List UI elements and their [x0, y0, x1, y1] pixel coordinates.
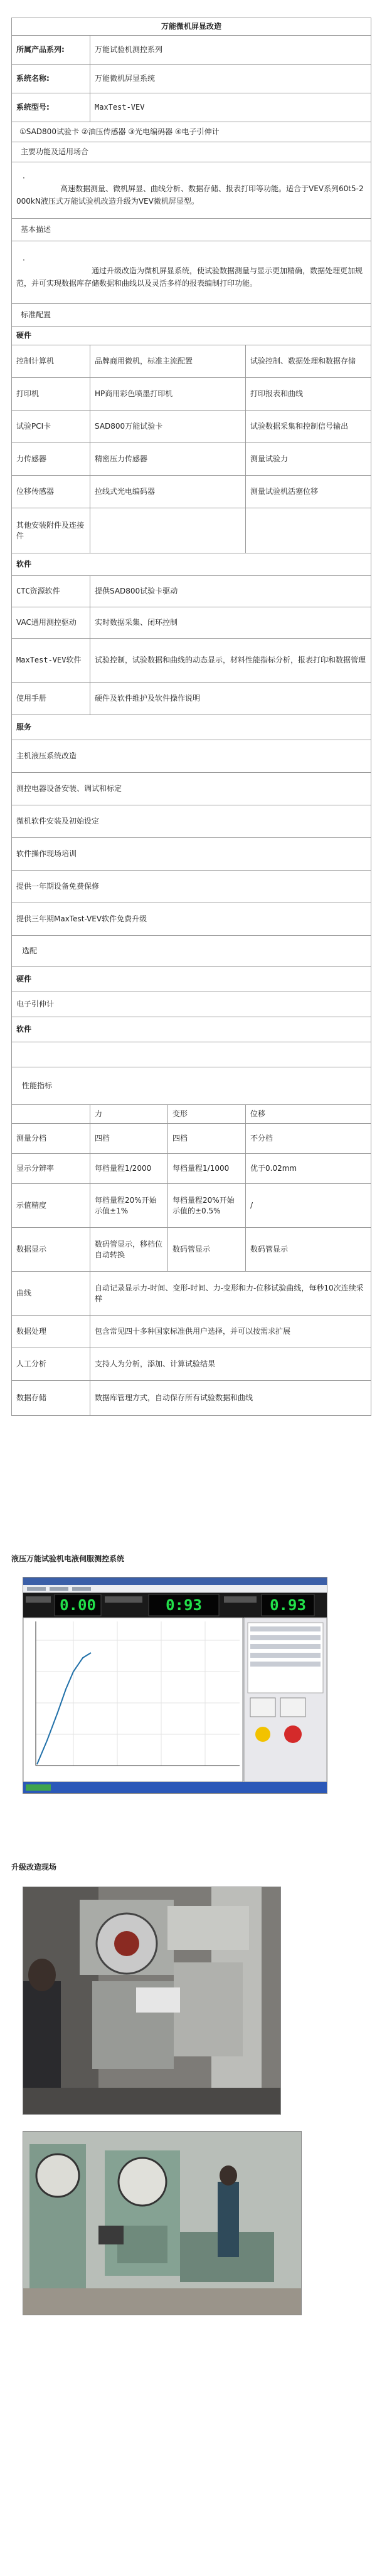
hw-use: 测量试验机活塞位移	[246, 476, 371, 508]
basic-label: 基本描述	[12, 219, 371, 241]
perf-head-deform: 变形	[168, 1105, 246, 1124]
info-label: 系统型号:	[12, 93, 90, 122]
std-label: 标准配置	[12, 304, 371, 327]
perf-head-force: 力	[90, 1105, 168, 1124]
perf-key: 数据存储	[12, 1381, 90, 1416]
basic-paragraph: 通过升级改造为微机屏显系统，使试验数据测量与显示更加精确，数据处理更加规范，并可实现数据库存储数据和曲线以及灵活多样的报表编制打印功能。	[16, 266, 363, 288]
opt-sw-label: 软件	[12, 1017, 371, 1042]
lcd-readout-right: 0.93	[270, 1596, 306, 1614]
sw-desc: 硬件及软件维护及软件操作说明	[90, 683, 371, 715]
opt-label: 选配	[12, 936, 371, 967]
intro-dot: ·	[23, 173, 25, 182]
info-label: 系统名称:	[12, 65, 90, 93]
hw-spec: HP商用彩色喷墨打印机	[90, 378, 246, 411]
perf-value: 自动记录显示力-时间、变形-时间、力-变形和力-位移试验曲线，每秒10次连续采样	[90, 1272, 371, 1316]
perf-value: 包含常见四十多种国家标准供用户选择，并可以按需求扩展	[90, 1316, 371, 1348]
sw-name: 使用手册	[12, 683, 90, 715]
info-value: MaxTest-VEV	[90, 93, 371, 122]
svc-label: 服务	[12, 715, 371, 740]
main-func-label: 主要功能及适用场合	[12, 142, 371, 162]
info-value: 万能微机屏显系统	[90, 65, 371, 93]
perf-disp: 优于0.02mm	[246, 1154, 371, 1184]
perf-key: 曲线	[12, 1272, 90, 1316]
perf-disp: /	[246, 1184, 371, 1228]
opt-sw-empty	[12, 1042, 371, 1067]
hw-use: 试验数据采集和控制信号输出	[246, 411, 371, 443]
info-value: 万能试验机测控系列	[90, 36, 371, 65]
perf-key: 数据处理	[12, 1316, 90, 1348]
perf-label: 性能指标	[12, 1067, 371, 1105]
hw-spec: SAD800万能试验卡	[90, 411, 246, 443]
spec-table	[11, 18, 371, 1416]
perf-disp: 数码管显示	[246, 1228, 371, 1272]
svc-item: 提供一年期设备免费保修	[12, 871, 371, 903]
perf-disp: 不分档	[246, 1124, 371, 1154]
sw-desc: 提供SAD800试验卡驱动	[90, 576, 371, 607]
site-photo-2	[23, 2131, 302, 2315]
sw-name: MaxTest-VEV软件	[12, 639, 90, 683]
intro-cell	[12, 162, 371, 219]
perf-deform: 每档量程20%开始示值的±0.5%	[168, 1184, 246, 1228]
perf-force: 四档	[90, 1124, 168, 1154]
svc-item: 提供三年期MaxTest-VEV软件免费升级	[12, 903, 371, 936]
sw-label: 软件	[12, 553, 371, 576]
perf-key: 测量分档	[12, 1124, 90, 1154]
perf-value: 支持人为分析，添加、计算试验结果	[90, 1348, 371, 1381]
svc-item: 软件操作现场培训	[12, 838, 371, 871]
sw-name: CTC资源软件	[12, 576, 90, 607]
site-photo-1-drawing	[23, 1887, 280, 2114]
parts-line: ①SAD800试验卡 ②油压传感器 ③光电编码器 ④电子引伸计	[12, 122, 371, 142]
svc-item: 微机软件安装及初始设定	[12, 805, 371, 838]
software-screenshot	[23, 1577, 327, 1794]
basic-cell	[12, 241, 371, 304]
svc-item: 测控电器设备安装、调试和标定	[12, 773, 371, 805]
lcd-readout-left: 0.00	[60, 1596, 96, 1614]
perf-force: 每档量程20%开始示值±1%	[90, 1184, 168, 1228]
info-label: 所属产品系列:	[12, 36, 90, 65]
hw-name: 打印机	[12, 378, 90, 411]
perf-head-blank	[12, 1105, 90, 1124]
hw-name: 控制计算机	[12, 345, 90, 378]
perf-key: 显示分辨率	[12, 1154, 90, 1184]
perf-value: 数据库管理方式，自动保存所有试验数据和曲线	[90, 1381, 371, 1416]
sw-desc: 实时数据采集、闭环控制	[90, 607, 371, 639]
opt-hw-label: 硬件	[12, 967, 371, 992]
hw-spec	[90, 508, 246, 553]
hw-name: 其他安装附件及连接件	[12, 508, 90, 553]
perf-deform: 数码管显示	[168, 1228, 246, 1272]
page-title: 万能微机屏显改造	[12, 18, 371, 36]
perf-key: 数据显示	[12, 1228, 90, 1272]
sw-desc: 试验控制，试验数据和曲线的动态显示，材料性能指标分析，报表打印和数据管理	[90, 639, 371, 683]
perf-force: 每档量程1/2000	[90, 1154, 168, 1184]
hw-name: 力传感器	[12, 443, 90, 476]
svc-item: 主机液压系统改造	[12, 740, 371, 773]
hw-use	[246, 508, 371, 553]
perf-force: 数码管显示，移档位自动转换	[90, 1228, 168, 1272]
perf-deform: 四档	[168, 1124, 246, 1154]
hw-use: 打印报表和曲线	[246, 378, 371, 411]
ui-figure-title: 液压万能试验机电液伺服测控系统	[11, 1554, 125, 1563]
hw-spec: 拉线式光电编码器	[90, 476, 246, 508]
hw-label: 硬件	[12, 327, 371, 345]
lcd-readout-mid: 0:93	[166, 1596, 202, 1614]
perf-key: 示值精度	[12, 1184, 90, 1228]
site-photo-2-drawing	[23, 2132, 301, 2315]
perf-key: 人工分析	[12, 1348, 90, 1381]
sw-name: VAC通用测控驱动	[12, 607, 90, 639]
perf-deform: 每档量程1/1000	[168, 1154, 246, 1184]
opt-hw-item: 电子引伸计	[12, 992, 371, 1017]
basic-dot: ·	[23, 255, 25, 264]
intro-paragraph: 高速数据测量、微机屏显、曲线分析、数据存储、报表打印等功能。适合于VEV系列60t5-2000kN液压式万能试验机改造升级为VEV微机屏显型。	[16, 184, 364, 206]
hw-use: 试验控制、数据处理和数据存储	[246, 345, 371, 378]
hw-name: 试验PCI卡	[12, 411, 90, 443]
perf-head-disp: 位移	[246, 1105, 371, 1124]
hw-spec: 品牌商用微机，标准主流配置	[90, 345, 246, 378]
hw-name: 位移传感器	[12, 476, 90, 508]
site-photo-1	[23, 1887, 281, 2115]
hw-use: 测量试验力	[246, 443, 371, 476]
hw-spec: 精密压力传感器	[90, 443, 246, 476]
site-figure-title: 升级改造现场	[11, 1863, 57, 1872]
